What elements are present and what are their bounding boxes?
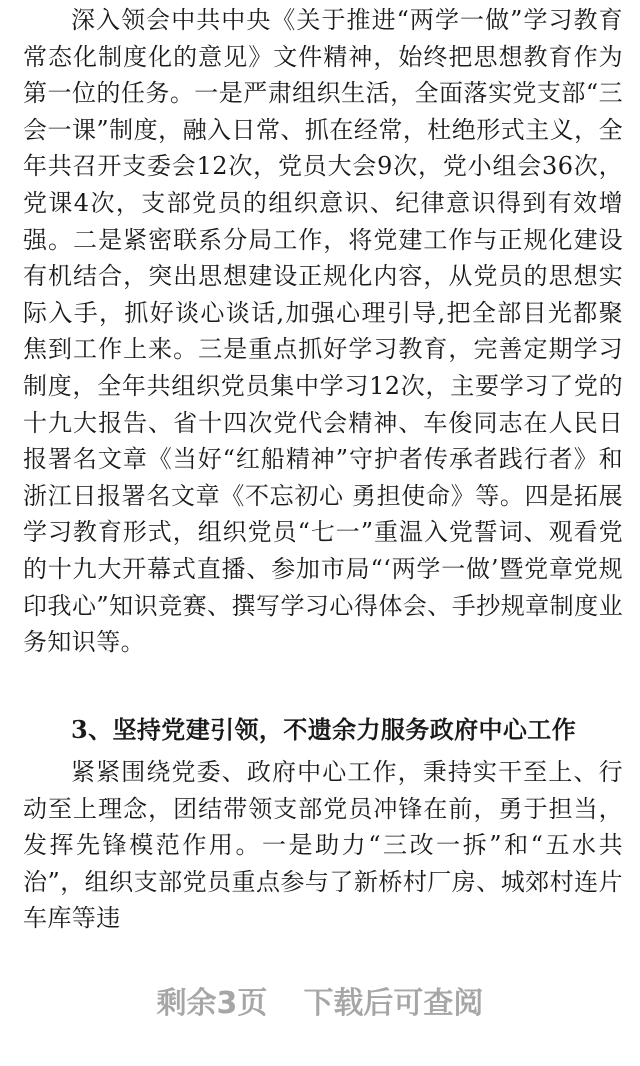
- body-paragraph-1: 深入领会中共中央《关于推进“两学一做”学习教育常态化制度化的意见》文件精神，始终把思想教育作为第一位的任务。一是严肃组织生活，全面落实党支部“三会一课”制度，融入日常、抓在经常，杜绝形式主义，全年共召开支委会12次，党员大会9次，党小组会36次，党课4次，支部党员的组织意识、纪律意识得到有效增强。二是紧密联系分局工作，将党建工作与正规化建设有机结合，突出思想建设正规化内容，从党员的思想实际入手，抓好谈心谈话,加强心理引导,把全部目光都聚焦到工作上来。三是重点抓好学习教育，完善定期学习制度，全年共组织党员集中学习12次，主要学习了党的十九大报告、省十四次党代会精神、车俊同志在人民日报署名文章《当好“红船精神”守护者传承者践行者》和浙江日报署名文章《不忘初心 勇担使命》等。四是拓展学习教育形式，组织党员“七一”重温入党誓词、观看党的十九大开幕式直播、参加市局“‘两学一做’暨党章党规印我心”知识竞赛、撰写学习心得体会、手抄规章制度业务知识等。: [23, 6, 623, 657]
- remaining-pages-label[interactable]: 剩余3页: [156, 986, 268, 1021]
- body-paragraph-2: 紧紧围绕党委、政府中心工作，秉持实干至上、行动至上理念，团结带领支部党员冲锋在前，勇于担当，发挥先锋模范作用。一是助力“三改一拆”和“五水共治”，组织支部党员重点参与了新桥村厂房、城郊村连片车库等违: [23, 758, 623, 933]
- section-heading-text: 3、坚持党建引领，不遗余力服务政府中心工作: [71, 715, 577, 744]
- section-heading-3: [23, 712, 623, 749]
- download-to-view-link[interactable]: 下载后可查阅: [303, 986, 484, 1021]
- download-prompt-banner[interactable]: [0, 970, 640, 1030]
